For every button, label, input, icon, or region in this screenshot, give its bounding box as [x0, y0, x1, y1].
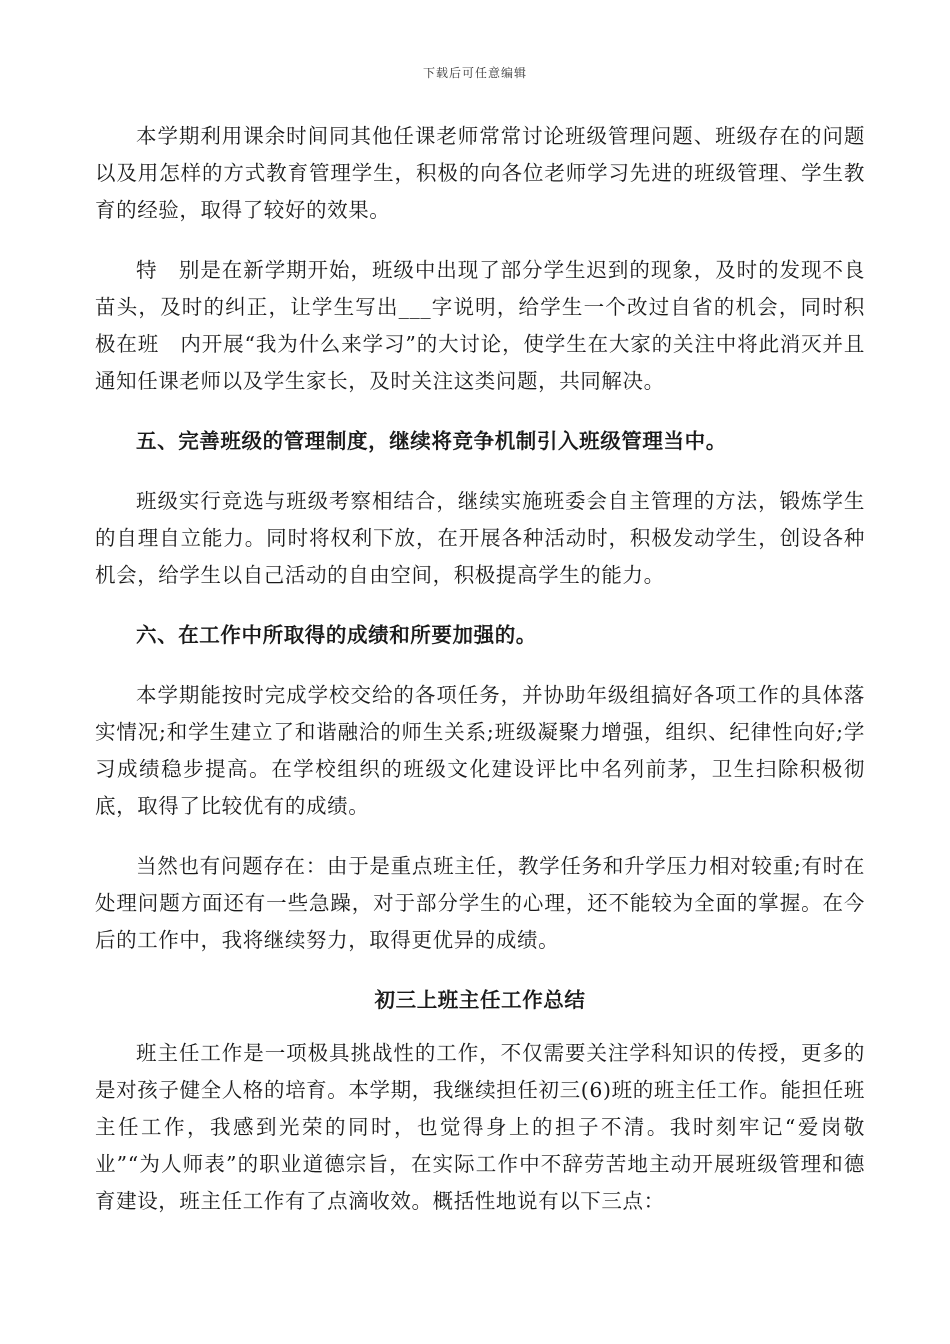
paragraph: 特 别是在新学期开始，班级中出现了部分学生迟到的现象，及时的发现不良苗头，及时的纠正，让学生写出___字说明，给学生一个改过自省的机会，同时积极在班 内开展“我为什么来学习”的大讨论，使学生在大家的关注中将此消灭并且通知任课老师以及学生家长，及时关注这类问题，共同解决。: [95, 258, 865, 393]
document-title: 初三上班主任工作总结: [374, 988, 586, 1012]
paragraph: 班主任工作是一项极具挑战性的工作，不仅需要关注学科知识的传授，更多的是对孩子健全人格的培育。本学期，我继续担任初三(6)班的班主任工作。能担任班主任工作，我感到光荣的同时，也觉得身上的担子不清。我时刻牢记“爱岗敬业”“为人师表”的职业道德宗旨，在实际工作中不辞劳苦地主动开展班级管理和德育建设，班主任工作有了点滴收效。概括性地说有以下三点：: [95, 1041, 865, 1213]
paragraph: 班级实行竞选与班级考察相结合，继续实施班委会自主管理的方法，锻炼学生的自理自立能力。同时将权利下放，在开展各种活动时，积极发动学生，创设各种机会，给学生以自己活动的自由空间，积极提高学生的能力。: [95, 489, 865, 587]
paragraph: 当然也有问题存在：由于是重点班主任，教学任务和升学压力相对较重;有时在处理问题方面还有一些急躁，对于部分学生的心理，还不能较为全面的掌握。在今后的工作中，我将继续努力，取得更优异的成绩。: [95, 854, 865, 952]
page-header-note: 下载后可任意编辑: [422, 66, 527, 80]
paragraph: 本学期利用课余时间同其他任课老师常常讨论班级管理问题、班级存在的问题以及用怎样的方式教育管理学生，积极的向各位老师学习先进的班级管理、学生教育的经验，取得了较好的效果。: [95, 124, 865, 222]
section-heading: 六、在工作中所取得的成绩和所要加强的。: [136, 623, 537, 647]
paragraph: 本学期能按时完成学校交给的各项任务，并协助年级组搞好各项工作的具体落实情况;和学生建立了和谐融洽的师生关系;班级凝聚力增强，组织、纪律性向好;学习成绩稳步提高。在学校组织的班级文化建设评比中名列前茅，卫生扫除积极彻底，取得了比较优有的成绩。: [95, 683, 865, 818]
section-heading: 五、完善班级的管理制度，继续将竞争机制引入班级管理当中。: [136, 429, 727, 453]
document-body: [95, 118, 865, 1243]
